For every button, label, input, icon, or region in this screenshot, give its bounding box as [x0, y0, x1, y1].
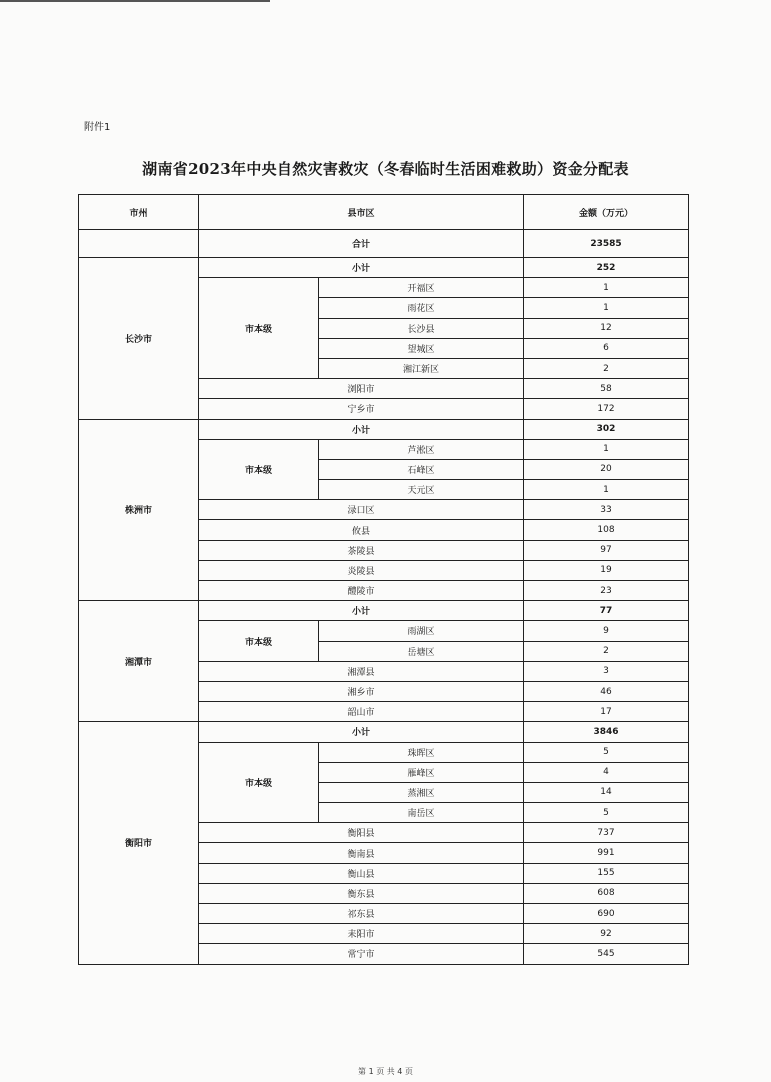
district-amount: 2	[524, 358, 689, 378]
county-name: 常宁市	[199, 944, 524, 964]
subtotal-amount: 3846	[524, 722, 689, 742]
page-footer: 第 1 页 共 4 页	[358, 1067, 413, 1076]
county-name: 茶陵县	[199, 540, 524, 560]
county-amount: 108	[524, 520, 689, 540]
district-name: 珠晖区	[319, 742, 524, 762]
county-amount: 58	[524, 379, 689, 399]
attachment-label: 附件1	[84, 122, 111, 133]
county-name: 耒阳市	[199, 924, 524, 944]
subtotal-label: 小计	[199, 722, 524, 742]
subtotal-amount: 302	[524, 419, 689, 439]
district-amount: 12	[524, 318, 689, 338]
county-name: 衡山县	[199, 863, 524, 883]
district-amount: 14	[524, 782, 689, 802]
district-name: 长沙县	[319, 318, 524, 338]
city-name: 衡阳市	[79, 722, 199, 964]
district-name: 湘江新区	[319, 358, 524, 378]
allocation-table	[78, 194, 689, 965]
city-level-label: 市本级	[199, 742, 319, 823]
county-name: 炎陵县	[199, 560, 524, 580]
subtotal-row	[79, 601, 689, 621]
county-name: 湘潭县	[199, 661, 524, 681]
top-edge-line	[0, 0, 270, 2]
county-amount: 19	[524, 560, 689, 580]
district-amount: 5	[524, 742, 689, 762]
county-amount: 17	[524, 702, 689, 722]
table-header-row	[79, 195, 689, 230]
district-name: 石峰区	[319, 459, 524, 479]
district-name: 开福区	[319, 278, 524, 298]
county-name: 渌口区	[199, 500, 524, 520]
county-name: 韶山市	[199, 702, 524, 722]
county-name: 衡阳县	[199, 823, 524, 843]
district-name: 岳塘区	[319, 641, 524, 661]
total-row	[79, 230, 689, 258]
district-name: 望城区	[319, 338, 524, 358]
district-name: 雨花区	[319, 298, 524, 318]
district-name: 雁峰区	[319, 762, 524, 782]
header-city: 市州	[79, 195, 199, 230]
subtotal-label: 小计	[199, 258, 524, 278]
city-name: 株洲市	[79, 419, 199, 601]
county-amount: 172	[524, 399, 689, 419]
district-name: 芦淞区	[319, 439, 524, 459]
district-name: 雨湖区	[319, 621, 524, 641]
total-empty-cell	[79, 230, 199, 258]
county-name: 醴陵市	[199, 581, 524, 601]
subtotal-row	[79, 419, 689, 439]
subtotal-amount: 252	[524, 258, 689, 278]
district-name: 蒸湘区	[319, 782, 524, 802]
district-amount: 9	[524, 621, 689, 641]
city-name: 长沙市	[79, 258, 199, 420]
district-name: 天元区	[319, 480, 524, 500]
county-amount: 991	[524, 843, 689, 863]
header-county: 县市区	[199, 195, 524, 230]
county-name: 湘乡市	[199, 681, 524, 701]
county-amount: 92	[524, 924, 689, 944]
county-amount: 155	[524, 863, 689, 883]
city-level-label: 市本级	[199, 621, 319, 661]
district-amount: 4	[524, 762, 689, 782]
district-name: 南岳区	[319, 803, 524, 823]
city-level-label: 市本级	[199, 278, 319, 379]
county-amount: 97	[524, 540, 689, 560]
city-name: 湘潭市	[79, 601, 199, 722]
subtotal-amount: 77	[524, 601, 689, 621]
district-amount: 5	[524, 803, 689, 823]
county-amount: 33	[524, 500, 689, 520]
county-amount: 608	[524, 883, 689, 903]
county-name: 衡南县	[199, 843, 524, 863]
county-amount: 545	[524, 944, 689, 964]
county-amount: 690	[524, 904, 689, 924]
county-name: 宁乡市	[199, 399, 524, 419]
header-amount: 金额（万元）	[524, 195, 689, 230]
page-title: 湖南省2023年中央自然灾害救灾（冬春临时生活困难救助）资金分配表	[142, 160, 629, 178]
district-amount: 20	[524, 459, 689, 479]
district-amount: 1	[524, 278, 689, 298]
county-name: 祁东县	[199, 904, 524, 924]
subtotal-row	[79, 258, 689, 278]
county-name: 衡东县	[199, 883, 524, 903]
subtotal-label: 小计	[199, 419, 524, 439]
county-amount: 3	[524, 661, 689, 681]
district-amount: 1	[524, 298, 689, 318]
county-amount: 23	[524, 581, 689, 601]
district-amount: 1	[524, 439, 689, 459]
district-amount: 2	[524, 641, 689, 661]
city-level-label: 市本级	[199, 439, 319, 500]
district-amount: 1	[524, 480, 689, 500]
district-amount: 6	[524, 338, 689, 358]
subtotal-row	[79, 722, 689, 742]
county-amount: 46	[524, 681, 689, 701]
county-name: 浏阳市	[199, 379, 524, 399]
subtotal-label: 小计	[199, 601, 524, 621]
total-amount: 23585	[524, 230, 689, 258]
county-name: 攸县	[199, 520, 524, 540]
total-label: 合计	[199, 230, 524, 258]
county-amount: 737	[524, 823, 689, 843]
